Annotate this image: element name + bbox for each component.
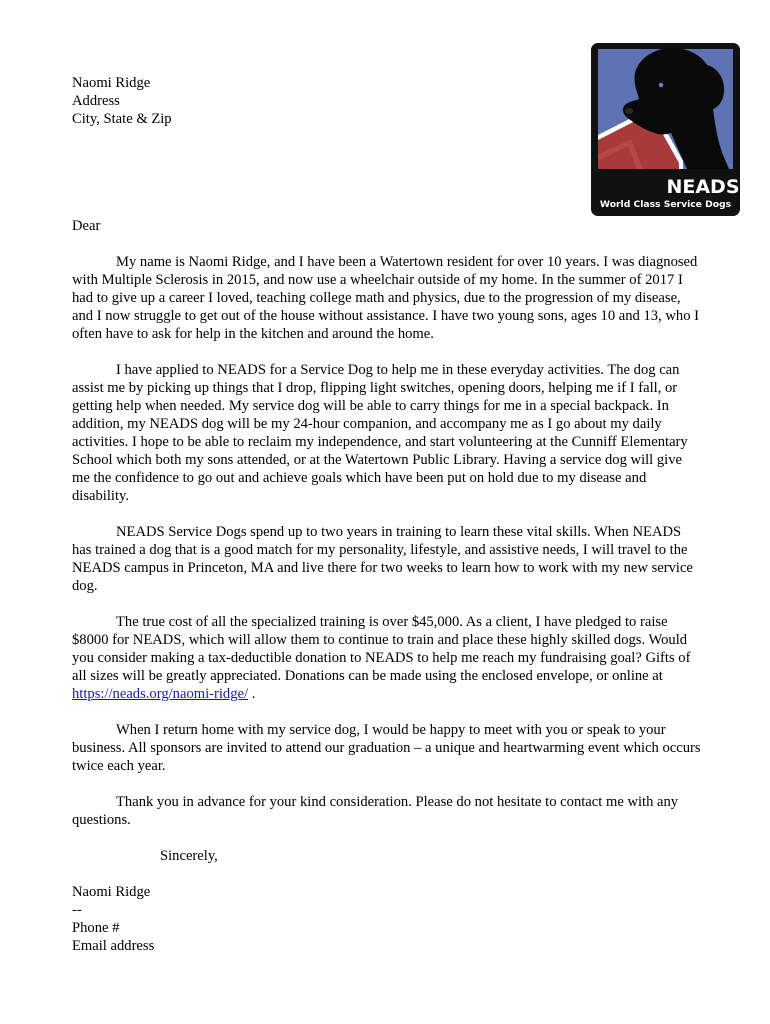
dog-eye-icon [659, 83, 663, 87]
logo-brand-text: NEADS [666, 176, 740, 198]
paragraph-thanks: Thank you in advance for your kind consideration. Please do not hesitate to contact me with any questions. [72, 794, 679, 828]
letter-body [72, 217, 702, 955]
dog-nose-icon [625, 108, 633, 114]
paragraph-training: NEADS Service Dogs spend up to two years in training to learn these vital skills. When NEADS has trained a dog that is a good match for my personality, lifestyle, and assistive needs, I will travel to the NEADS campus in Princeton, MA and live there for two weeks to learn how to work with my new service dog. [72, 524, 693, 594]
sender-city-state-zip: City, State & Zip [72, 111, 172, 127]
donation-text: The true cost of all the specialized training is over $45,000. As a client, I have pledged to raise $8000 for NEADS, which will allow them to continue to train and place these highly skilled dogs. Would you consider making a tax-deductible donation to NEADS to help me reach my fundraising goal? Gifts of all sizes will be greatly appreciated. Donations can be made using the enclosed envelope, or online at [72, 614, 691, 684]
paragraph-service-dog: I have applied to NEADS for a Service Dog to help me in these everyday activities. The dog can assist me by picking up things that I drop, flipping light switches, opening doors, helping me if I fall, or getting help when needed. My service dog will be able to carry things for me in a special backpack. In addition, my NEADS dog will be my 24-hour companion, and accompany me as I go about my daily activities. I hope to be able to reclaim my independence, and start volunteering at the Cunniff Elementary School which both my sons attended, or at the Watertown Public Library. Having a service dog will give me the confidence to go out and achieve goals which have been put on hold due to my disease and disability. [72, 362, 688, 504]
paragraph-graduation: When I return home with my service dog, I would be happy to meet with you or speak to your business. All sponsors are invited to attend our graduation – a unique and heartwarming event which occurs twice each year. [72, 722, 701, 774]
signature-email: Email address [72, 938, 155, 954]
signature-separator: -- [72, 902, 82, 918]
paragraph-intro: My name is Naomi Ridge, and I have been a Watertown resident for over 10 years. I was diagnosed with Multiple Sclerosis in 2015, and now use a wheelchair outside of my home. In the summer of 2017 I had to give up a career I loved, teaching college math and physics, due to the progression of my disease, and I now struggle to get out of the house without assistance. I have two young sons, ages 10 and 13, who I often have to ask for help in the kitchen and around the home. [72, 254, 700, 342]
sender-name: Naomi Ridge [72, 75, 151, 91]
sender-address: Address [72, 93, 120, 109]
donation-link-after: . [248, 686, 256, 702]
signature-phone: Phone # [72, 920, 120, 936]
closing: Sincerely, [160, 848, 218, 864]
signature-block [72, 883, 702, 955]
sender-block [72, 74, 372, 128]
paragraph-donation [72, 613, 702, 703]
logo-tagline-text: World Class Service Dogs [599, 199, 732, 210]
salutation: Dear [72, 218, 101, 234]
signature-name: Naomi Ridge [72, 884, 151, 900]
donation-link[interactable]: https://neads.org/naomi-ridge/ [72, 686, 249, 702]
neads-logo [591, 43, 740, 216]
